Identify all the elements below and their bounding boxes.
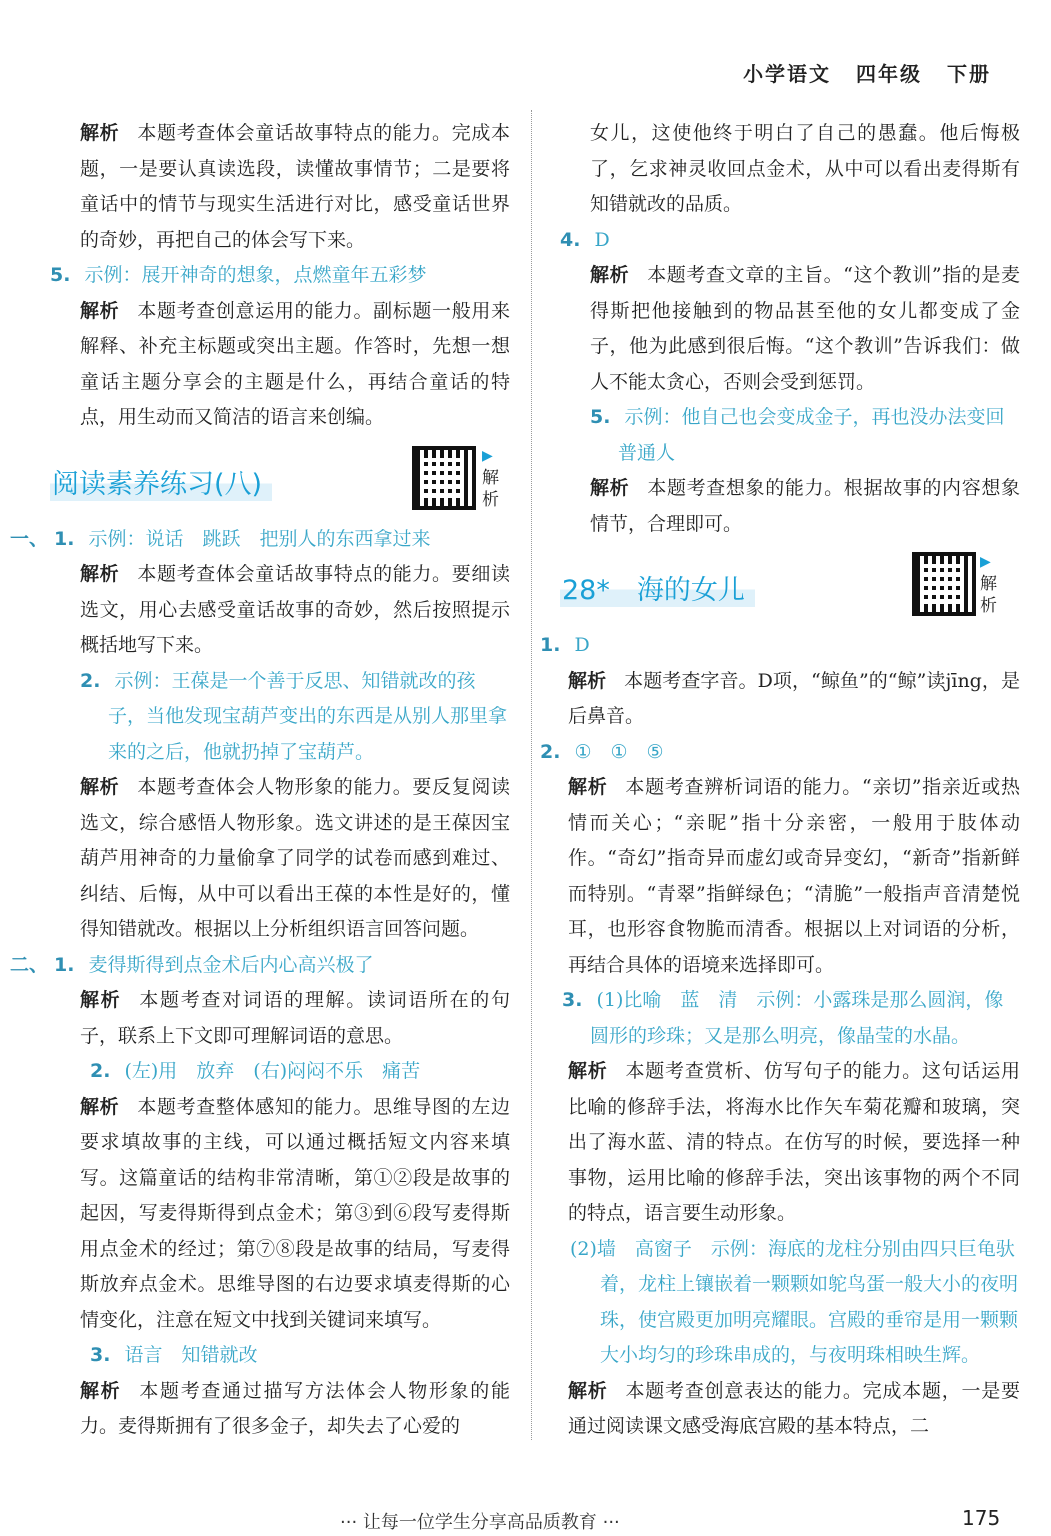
answer-line: 一、 1. 示例：说话 跳跃 把别人的东西拿过来 <box>10 527 431 550</box>
play-icon: ▶ <box>980 554 991 570</box>
analysis-paragraph: 解析 本题考查通过描写方法体会人物形象的能力。麦得斯拥有了很多金子，却失去了心爱的 <box>80 1379 510 1437</box>
answer-line: 2. ① ① ⑤ <box>540 740 664 763</box>
answer-line: 5. 示例：展开神奇的想象，点燃童年五彩梦 <box>50 264 427 286</box>
answer-line: 5. 示例：他自己也会变成金子，再也没办法变回普通人 <box>590 406 1005 464</box>
analysis-paragraph: 解析 本题考查辨析词语的能力。“亲切”指亲近或热情而关心；“亲昵”指十分亲密，一般用于肢体动作。“奇幻”指奇异而虚幻或奇异变幻，“新奇”指新鲜而特别。“青翠”指鲜绿色；“清脆”一般指声音清楚悦耳，也形容食物脆而清香。根据以上对词语的分析，再结合具体的语境来选择即可。 <box>568 776 1020 976</box>
analysis-paragraph: 解析 本题考查赏析、仿写句子的能力。这句话运用比喻的修辞手法，将海水比作矢车菊花瓣和玻璃，突出了海水蓝、清的特点。在仿写的时候，要选择一种事物，运用比喻的修辞手法，突出该事物的两个不同的特点，语言要生动形象。 <box>568 1060 1020 1224</box>
page-header <box>727 58 991 87</box>
grade-label: 四年级 <box>856 62 923 86</box>
answer-line: 2. (左)用 放弃 (右)闷闷不乐 痛苦 <box>90 1060 421 1082</box>
lesson-title: 28* 海的女儿 <box>560 568 755 607</box>
section-title-block <box>50 446 510 516</box>
answer-line: 4. D <box>560 228 610 251</box>
qr-code-icon[interactable] <box>412 446 476 510</box>
qr-caption: ▶解析 <box>980 554 997 616</box>
analysis-paragraph: 女儿，这使他终于明白了自己的愚蠢。他后悔极了，乞求神灵收回点金术，从中可以看出麦得斯有知错就改的品质。 <box>590 122 1020 215</box>
analysis-paragraph: 解析 本题考查想象的能力。根据故事的内容想象情节，合理即可。 <box>590 477 1020 535</box>
analysis-label: 解析 <box>80 122 120 144</box>
footer-slogan: ··· 让每一位学生分享高品质教育 ··· <box>340 1512 620 1533</box>
analysis-paragraph: 解析 本题考查创意运用的能力。副标题一般用来解释、补充主标题或突出主题。作答时，先想一想童话主题分享会的主题是什么，再结合童话的特点，用生动而又简洁的语言来创编。 <box>80 299 510 428</box>
analysis-paragraph: 解析 本题考查整体感知的能力。思维导图的左边要求填故事的主线，可以通过概括短文内容来填写。这篇童话的结构非常清晰，第①②段是故事的起因，写麦得斯得到点金术；第③到⑥段写麦得斯用点金术的经过；第⑦⑧段是故事的结局，写麦得斯放弃点金术。思维导图的右边要求填麦得斯的心情变化，注意在短文中找到关键词来填写。 <box>80 1095 510 1331</box>
analysis-paragraph: 解析 本题考查字音。D项，“鲸鱼”的“鲸”读jīng，是后鼻音。 <box>568 669 1020 727</box>
analysis-paragraph: 解析 本题考查体会人物形象的能力。要反复阅读选文，综合感悟人物形象。选文讲述的是王葆因宝葫芦用神奇的力量偷拿了同学的试卷而感到难过、纠结、后悔，从中可以看出王葆的本性是好的，懂得知错就改。根据以上分析组织语言回答问题。 <box>80 776 510 940</box>
column-divider <box>531 110 532 1440</box>
lesson-title-block <box>560 552 1020 622</box>
subject-label: 小学语文 <box>743 62 832 86</box>
analysis-paragraph: 解析 本题考查文章的主旨。“这个教训”指的是麦得斯把他接触到的物品甚至他的女儿都变成了金子，他为此感到很后悔。“这个教训”告诉我们：做人不能太贪心，否则会受到惩罚。 <box>590 264 1020 393</box>
play-icon: ▶ <box>482 447 493 464</box>
analysis-paragraph: 解析 本题考查创意表达的能力。完成本题，一是要通过阅读课文感受海底宫殿的基本特点，二 <box>568 1379 1020 1437</box>
page-number: 175 <box>962 1506 1001 1530</box>
volume-label: 下册 <box>947 62 991 86</box>
answer-line: 3. 语言 知错就改 <box>90 1344 258 1366</box>
analysis-paragraph: 解析 本题考查体会童话故事特点的能力。要细读选文，用心去感受童话故事的奇妙，然后按照提示概括地写下来。 <box>80 563 510 656</box>
answer-line: 2. 示例：王葆是一个善于反思、知错就改的孩子，当他发现宝葫芦变出的东西是从别人那里拿来的之后，他就扔掉了宝葫芦。 <box>80 669 508 763</box>
section-title: 阅读素养练习(八) <box>50 462 272 501</box>
analysis-paragraph: 解析 本题考查对词语的理解。读词语所在的句子，联系上下文即可理解词语的意思。 <box>80 989 510 1047</box>
answer-line: 3. (1)比喻 蓝 清 示例：小露珠是那么圆润，像圆形的珍珠；又是那么明亮，像晶莹的水晶。 <box>562 989 1004 1047</box>
answer-line: 二、 1. 麦得斯得到点金术后内心高兴极了 <box>10 953 374 976</box>
right-column <box>540 116 1020 1445</box>
analysis-paragraph: 解析 本题考查体会童话故事特点的能力。完成本题，一是要认真读选段，读懂故事情节；二是要将童话中的情节与现实生活进行对比，感受童话世界的奇妙，再把自己的体会写下来。 <box>80 122 510 251</box>
left-column <box>10 116 510 1445</box>
qr-caption: ▶解析 <box>482 447 499 510</box>
qr-code-icon[interactable] <box>912 552 976 616</box>
answer-line: (2)墙 高窗子 示例：海底的龙柱分别由四只巨龟驮着，龙柱上镶嵌着一颗颗如鸵鸟蛋一般大小的夜明珠，使宫殿更加明亮耀眼。宫殿的垂帘是用一颗颗大小均匀的珍珠串成的，与夜明珠相映生辉。 <box>570 1237 1019 1366</box>
answer-line: 1. D <box>540 634 590 656</box>
